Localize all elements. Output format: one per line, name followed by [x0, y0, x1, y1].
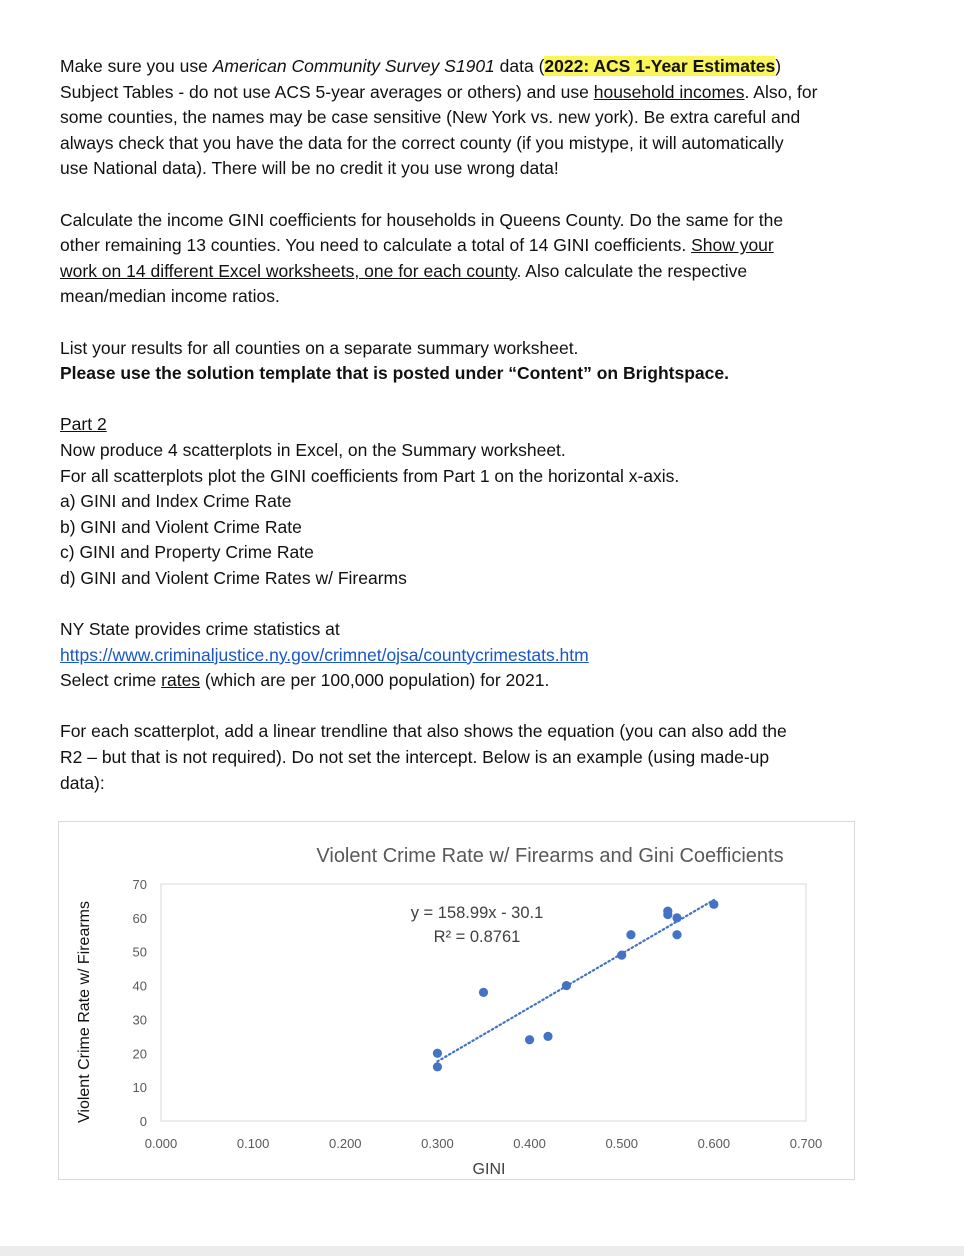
list-item: a) GINI and Index Crime Rate [60, 491, 292, 512]
scatter-chart [58, 821, 855, 1180]
text: other remaining 13 counties. You need to calculate a total of 14 GINI coefficients. [60, 235, 692, 256]
x-tick-label: 0.700 [789, 1136, 823, 1151]
y-tick-label: 50 [132, 944, 147, 960]
text: data): [60, 772, 105, 793]
list-item: c) GINI and Property Crime Rate [60, 542, 314, 563]
data-point [663, 910, 672, 919]
list-item: d) GINI and Violent Crime Rates w/ Firearms [60, 567, 407, 588]
x-axis-label: GINI [472, 1161, 506, 1178]
text: mean/median income ratios. [60, 286, 280, 307]
data-point [562, 981, 571, 990]
paragraph-data-source [60, 54, 900, 182]
y-tick-label: 40 [132, 978, 147, 994]
data-point [525, 1035, 534, 1044]
survey-name: American Community Survey S1901 [212, 56, 495, 76]
data-point [543, 1032, 552, 1041]
crime-stats-link[interactable]: https://www.criminaljustice.ny.gov/crimnet/ojsa/countycrimestats.htm [60, 644, 589, 665]
text: always check that you have the data for the correct county (if you mistype, it will automatically [60, 132, 784, 153]
text: Make sure you use [60, 56, 213, 76]
y-axis-label: Violent Crime Rate w/ Firearms [76, 901, 93, 1123]
x-tick-label: 0.600 [697, 1136, 731, 1151]
text: use National data). There will be no credit it you use wrong data! [60, 158, 559, 179]
r-squared: R² = 0.8761 [433, 928, 521, 946]
y-tick-label: 30 [132, 1012, 147, 1028]
x-tick-label: 0.500 [605, 1136, 638, 1151]
y-tick-label: 10 [132, 1080, 147, 1096]
text: ) [775, 56, 782, 76]
text: (which are per 100,000 population) for 2021. [200, 670, 550, 691]
text: . Also calculate the respective [516, 260, 748, 281]
text: Now produce 4 scatterplots in Excel, on the Summary worksheet. [60, 439, 566, 460]
paragraph-gini-calculation [60, 208, 900, 310]
chart-title: Violent Crime Rate w/ Firearms and Gini Coefficients [316, 845, 784, 867]
y-tick-label: 60 [132, 910, 147, 926]
data-point [709, 900, 718, 909]
x-tick-label: 0.100 [236, 1136, 270, 1151]
data-point [672, 913, 681, 922]
document-body [60, 54, 900, 796]
data-point [672, 930, 681, 939]
data-point [626, 930, 635, 939]
text: R2 – but that is not required). Do not set the intercept. Below is an example (using made-up [60, 747, 770, 768]
text: List your results for all counties on a separate summary worksheet. [60, 337, 579, 358]
y-tick-label: 70 [132, 877, 147, 892]
bold-template-note: Please use the solution template that is posted under “Content” on Brightspace. [60, 363, 729, 384]
y-tick-label: 0 [139, 1114, 147, 1129]
chart-svg [59, 822, 854, 1179]
data-point [433, 1062, 442, 1071]
data-point [433, 1049, 442, 1058]
trendline [437, 900, 713, 1061]
underlined-rates: rates [161, 670, 201, 691]
paragraph-summary [60, 336, 900, 387]
text: For all scatterplots plot the GINI coefficients from Part 1 on the horizontal x-axis. [60, 465, 680, 486]
data-point [617, 951, 626, 960]
trendline-equation: y = 158.99x - 30.1 [410, 904, 544, 922]
part2-section [60, 412, 900, 591]
data-point [479, 988, 488, 997]
underlined-household-incomes: household incomes [593, 81, 745, 102]
part2-heading: Part 2 [60, 414, 107, 435]
x-tick-label: 0.400 [513, 1136, 546, 1151]
text: Select crime [60, 670, 162, 691]
text: data ( [494, 56, 545, 76]
list-item: b) GINI and Violent Crime Rate [60, 516, 302, 537]
text: some counties, the names may be case sensitive (New York vs. new york). Be extra careful and [60, 107, 801, 128]
y-tick-label: 20 [132, 1046, 147, 1062]
x-tick-label: 0.300 [421, 1136, 454, 1151]
underlined-show-work: Show your [691, 235, 774, 256]
page-bottom-edge [0, 1246, 964, 1256]
highlighted-estimates: 2022: ACS 1-Year Estimates [544, 56, 776, 76]
paragraph-trendline [60, 719, 900, 796]
text: NY State provides crime statistics at [60, 619, 340, 640]
paragraph-crime-stats [60, 617, 900, 694]
x-tick-label: 0.200 [329, 1136, 362, 1151]
text: For each scatterplot, add a linear trendline that also shows the equation (you can also add the [60, 721, 787, 742]
underlined-worksheets: work on 14 different Excel worksheets, one for each county [60, 260, 517, 281]
x-tick-label: 0.000 [144, 1136, 178, 1151]
text: Calculate the income GINI coefficients for households in Queens County. Do the same for the [60, 209, 784, 230]
text: Subject Tables - do not use ACS 5-year averages or others) and use [60, 81, 594, 102]
text: . Also, for [744, 81, 818, 102]
